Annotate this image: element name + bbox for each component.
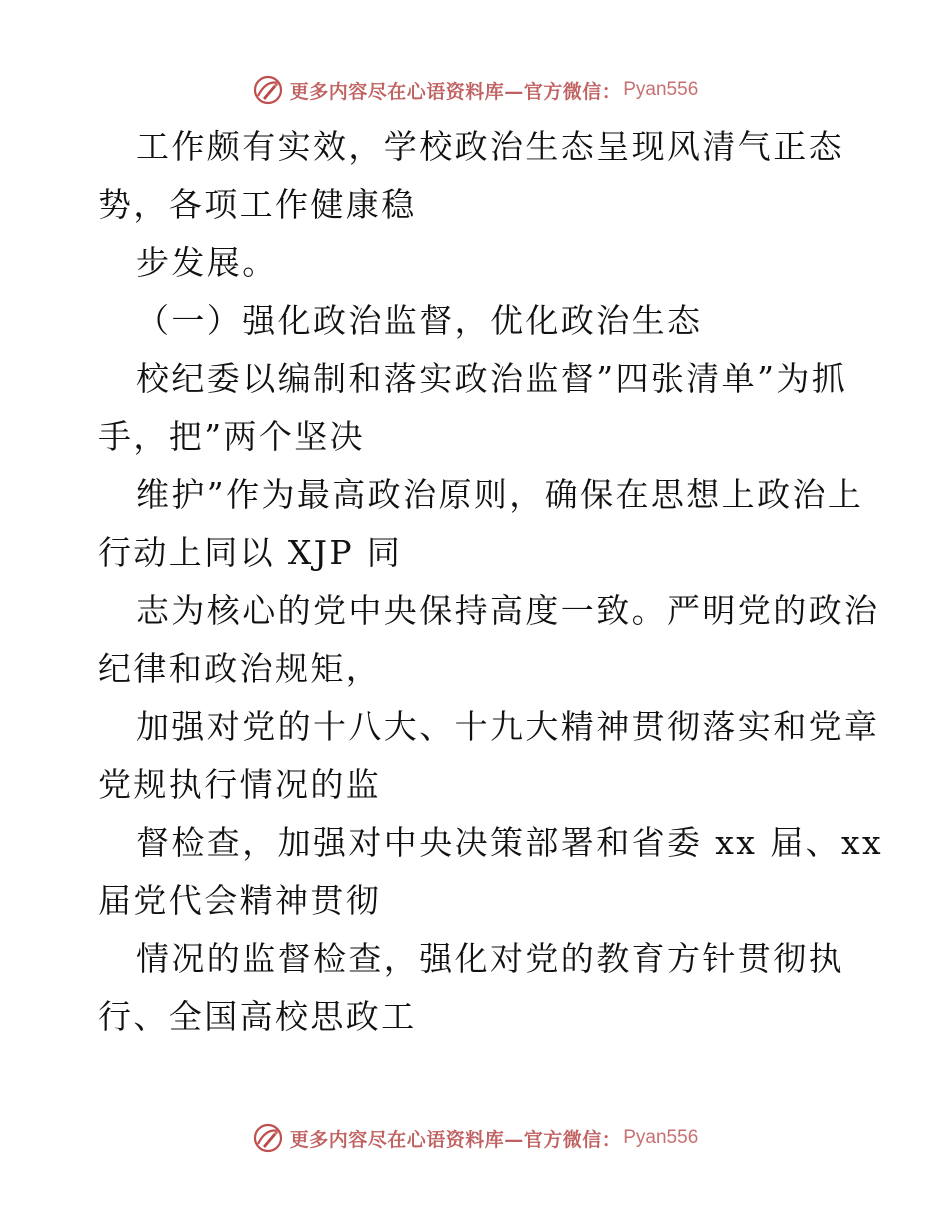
section-heading: （一）强化政治监督，优化政治生态 [136, 301, 703, 340]
text-line: 行、全国高校思政工 [98, 997, 417, 1036]
text-line: 督检查，加强对中央决策部署和省委 xx 届、xx [136, 823, 884, 862]
text-line: 志为核心的党中央保持高度一致。严明党的政治 [136, 591, 880, 630]
text-line: 加强对党的十八大、十九大精神贯彻落实和党章 [136, 707, 880, 746]
text-line: 工作颇有实效，学校政治生态呈现风清气正态 [136, 127, 844, 166]
text-line: 行动上同以 XJP 同 [98, 533, 403, 572]
footer-watermark [0, 1118, 950, 1158]
text-line: 维护”作为最高政治原则，确保在思想上政治上 [136, 475, 864, 514]
text-line: 步发展。 [136, 243, 278, 282]
watermark-text: 更多内容尽在心语资料库—官方微信： [289, 80, 622, 103]
header-watermark [0, 70, 950, 110]
text-line: 届党代会精神贯彻 [98, 881, 382, 920]
pen-swirl-logo-icon [252, 1122, 284, 1154]
pen-swirl-logo-icon [252, 74, 284, 106]
watermark-contact: Pyan556 [623, 79, 699, 100]
text-line: 校纪委以编制和落实政治监督”四张清单”为抓 [136, 359, 848, 398]
text-line: 势，各项工作健康稳 [98, 185, 417, 224]
text-line: 手，把”两个坚决 [98, 417, 366, 456]
text-line: 纪律和政治规矩， [98, 649, 382, 688]
text-line: 党规执行情况的监 [98, 765, 382, 804]
watermark-text: 更多内容尽在心语资料库—官方微信： [289, 1128, 622, 1151]
text-line: 情况的监督检查，强化对党的教育方针贯彻执 [136, 939, 844, 978]
watermark-contact: Pyan556 [623, 1127, 699, 1148]
document-body [98, 118, 884, 1046]
